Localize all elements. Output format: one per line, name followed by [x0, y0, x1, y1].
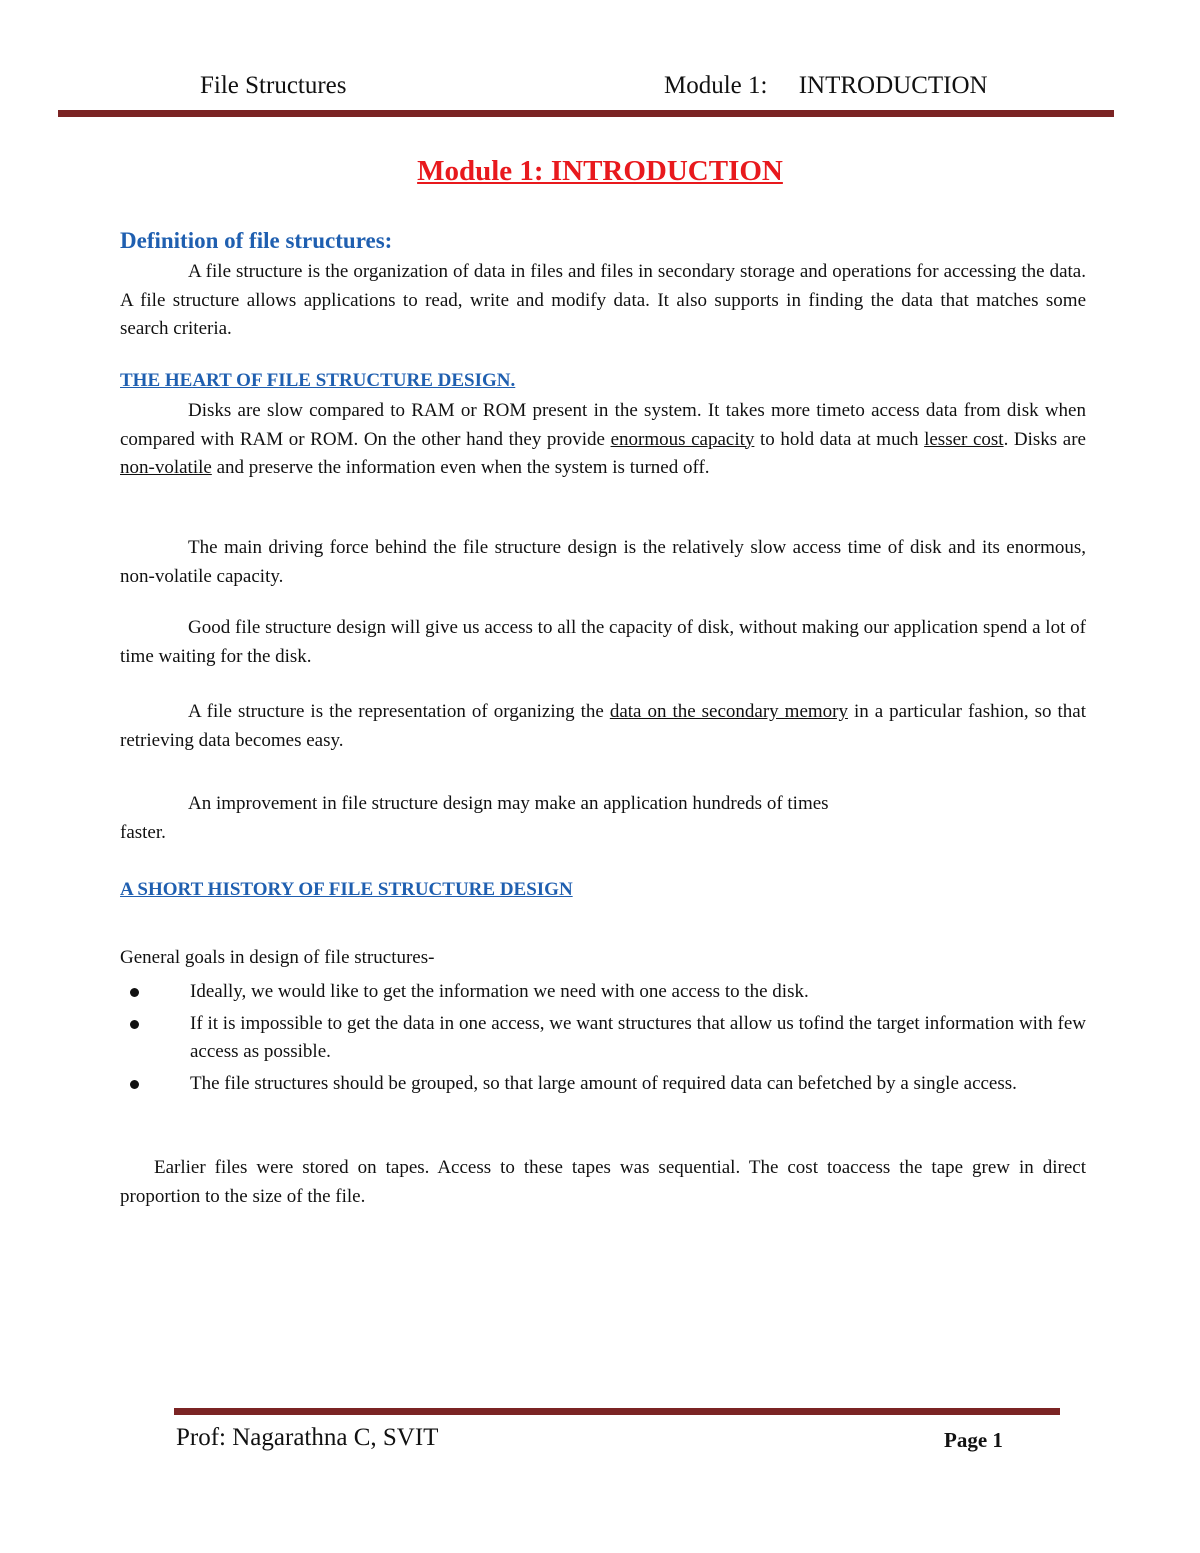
heart-p1-a: Disks are slow compared to RAM or ROM present in the system. It takes more timeto access data from disk when compared with RAM or ROM. On the other hand they provide [120, 400, 1086, 450]
heart-p4-b: in a particular fashion, so that retrieving data becomes easy. [120, 701, 1086, 751]
list-item-text: The file structures should be grouped, so that large amount of required data can befetched by a single access. [190, 1072, 1017, 1094]
bullet-icon [130, 1020, 139, 1029]
bullet-icon [130, 1080, 139, 1089]
list-item [120, 978, 1086, 1007]
heart-heading: THE HEART OF FILE STRUCTURE DESIGN. [120, 370, 516, 391]
footer-page-number: Page 1 [944, 1428, 1003, 1452]
heart-p5-line2: faster. [120, 821, 166, 843]
heart-p5-line1-text: An improvement in file structure design may make an application hundreds of times [188, 793, 829, 814]
history-closing-paragraph [120, 1154, 1086, 1211]
goals-list [120, 978, 1086, 1101]
heart-p1-underline-non-volatile: non-volatile [120, 457, 212, 478]
footer-author: Prof: Nagarathna C, SVIT [176, 1424, 439, 1451]
list-item [120, 1070, 1086, 1099]
heart-p1-b: to hold data at much [754, 428, 925, 450]
heart-p1-underline-enormous-capacity: enormous capacity [610, 428, 755, 450]
heart-p4-underline: data on the secondary memory [609, 701, 848, 722]
heart-p4-a: A file structure is the representation of organizing the [188, 701, 610, 722]
definition-text: A file structure is the organization of data in files and files in secondary storage and operations for accessing the data. A file structure allows applications to read, write and modify data. It also supports in finding the data that matches some search criteria. [120, 261, 1086, 339]
list-item-text: If it is impossible to get the data in one access, we want structures that allow us tofind the target information with few access as possible. [190, 1012, 1086, 1062]
definition-heading: Definition of file structures: [120, 228, 393, 253]
bullet-icon [130, 988, 139, 997]
heart-paragraph-3 [120, 614, 1086, 671]
heart-paragraph-5 [120, 790, 1086, 847]
history-closing-text: Earlier files were stored on tapes. Access to these tapes was sequential. The cost toaccess the tape grew in direct proportion to the size of the file. [120, 1157, 1086, 1207]
page-title: Module 1: INTRODUCTION [417, 155, 783, 187]
heart-p1-d: and preserve the information even when the system is turned off. [211, 457, 710, 478]
history-intro: General goals in design of file structures- [120, 947, 435, 968]
heart-paragraph-1 [120, 397, 1086, 483]
footer-rule [174, 1408, 1060, 1415]
heart-paragraph-4 [120, 698, 1086, 755]
header-right-text: Module 1: INTRODUCTION [664, 72, 988, 99]
heart-p5-line1 [120, 790, 1086, 819]
heart-p2-text: The main driving force behind the file structure design is the relatively slow access time of disk and its enormous, non-volatile capacity. [120, 537, 1086, 587]
definition-paragraph [120, 258, 1086, 344]
list-item [120, 1010, 1086, 1067]
header-rule [58, 110, 1114, 117]
heart-p1-underline-lesser-cost: lesser cost [924, 428, 1004, 450]
header-left-text: File Structures [200, 72, 347, 99]
list-item-text: Ideally, we would like to get the information we need with one access to the disk. [190, 981, 809, 1002]
history-heading: A SHORT HISTORY OF FILE STRUCTURE DESIGN [120, 879, 573, 900]
heart-paragraph-2 [120, 534, 1086, 591]
heart-p3-text: Good file structure design will give us access to all the capacity of disk, without making our application spend a lot of time waiting for the disk. [120, 617, 1086, 667]
heart-p1-c: . Disks are [1003, 428, 1086, 450]
